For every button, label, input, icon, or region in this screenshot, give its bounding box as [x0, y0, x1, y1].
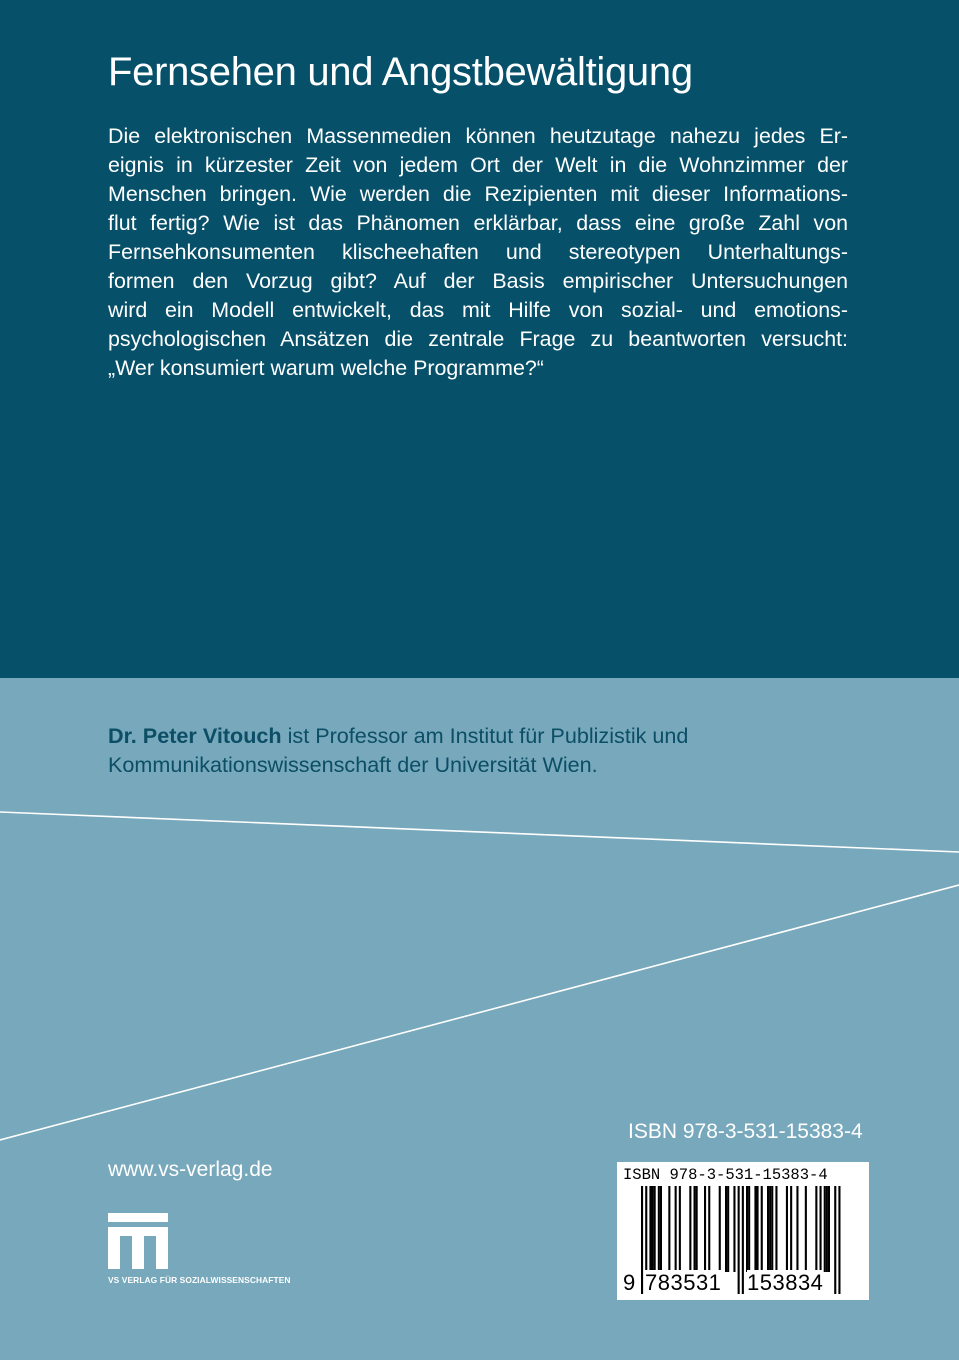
barcode-bar	[675, 1186, 677, 1272]
author-bio-line: Kommunikationswissenschaft der Universität Wien.	[108, 752, 598, 777]
description-line: formen den Vorzug gibt? Auf der Basis empirischer Untersuchungen	[108, 269, 848, 293]
barcode-bar	[746, 1186, 748, 1272]
barcode-bar	[820, 1186, 822, 1272]
barcode-bar	[748, 1186, 750, 1272]
author-name: Dr. Peter Vitouch	[108, 723, 282, 748]
barcode-bar	[719, 1186, 721, 1272]
description-line: wird ein Modell entwickelt, das mit Hilfe von sozial- und emotions-	[108, 298, 848, 322]
barcode-bar	[805, 1186, 807, 1272]
diagonal-line-lower	[0, 885, 959, 1140]
isbn-barcode	[617, 1162, 869, 1300]
publisher-logo	[108, 1213, 348, 1293]
barcode-isbn-text: ISBN 978-3-531-15383-4	[623, 1166, 828, 1184]
publisher-name: VS VERLAG FÜR SOZIALWISSENSCHAFTEN	[108, 1275, 291, 1285]
vs-logo-icon	[108, 1213, 170, 1269]
barcode-bar	[824, 1186, 826, 1272]
description-line: psychologischen Ansätzen die zentrale Frage zu beantworten versucht:	[108, 327, 848, 351]
description-line: Fernsehkonsumenten klischeehaften und stereotypen Unterhaltungs-	[108, 240, 848, 264]
barcode-bar	[828, 1186, 830, 1272]
description-line: eignis in kürzester Zeit von jedem Ort der Welt in die Wohnzimmer der	[108, 153, 848, 177]
barcode-bar	[654, 1186, 656, 1272]
barcode-bar	[660, 1186, 662, 1272]
author-bio-line	[108, 721, 828, 750]
barcode-digits-left: 783531	[645, 1270, 722, 1295]
barcode-bar	[679, 1186, 681, 1272]
description-line: flut fertig? Wie ist das Phänomen erklärbar, dass eine große Zahl von	[108, 211, 848, 235]
author-bio	[108, 721, 828, 779]
barcode-bar	[815, 1186, 817, 1272]
barcode-digits-right: 153834	[747, 1270, 824, 1295]
author-bio-text: ist Professor am Institut für Publizistik und	[281, 723, 689, 748]
publisher-website: www.vs-verlag.de	[108, 1158, 273, 1181]
isbn-label: ISBN 978-3-531-15383-4	[628, 1120, 863, 1143]
barcode-digits	[617, 1270, 869, 1298]
barcode-bar	[704, 1186, 706, 1272]
barcode-bar	[694, 1186, 696, 1272]
barcode-bar	[757, 1186, 759, 1272]
barcode-bar	[790, 1186, 792, 1272]
description-line: Die elektronischen Massenmedien können heutzutage nahezu jedes Er-	[108, 124, 848, 148]
description-line: Menschen bringen. Wie werden die Rezipienten mit dieser Informations-	[108, 182, 848, 206]
barcode-bar	[708, 1186, 710, 1272]
barcode-bar	[689, 1186, 691, 1272]
barcode-bar	[733, 1186, 735, 1272]
barcode-bar	[775, 1186, 777, 1272]
barcode-bar	[754, 1186, 756, 1272]
book-title: Fernsehen und Angstbewältigung	[108, 50, 693, 94]
barcode-bar	[696, 1186, 698, 1272]
barcode-bar	[761, 1186, 763, 1272]
barcode-bar	[769, 1186, 771, 1272]
barcode-bar	[771, 1186, 773, 1272]
barcode-bar	[652, 1186, 654, 1272]
barcode-bar	[796, 1186, 798, 1272]
barcode-bar	[649, 1186, 651, 1272]
barcode-bar	[786, 1186, 788, 1272]
diagonal-line-upper	[0, 812, 959, 852]
barcode-bar	[658, 1186, 660, 1272]
barcode-digit-first: 9	[623, 1270, 636, 1295]
barcode-bar	[826, 1186, 828, 1272]
barcode-bar	[668, 1186, 670, 1272]
description-line: „Wer konsumiert warum welche Programme?“	[108, 356, 544, 380]
barcode-bar	[725, 1186, 727, 1272]
barcode-bar	[727, 1186, 729, 1272]
barcode-bar	[767, 1186, 769, 1272]
